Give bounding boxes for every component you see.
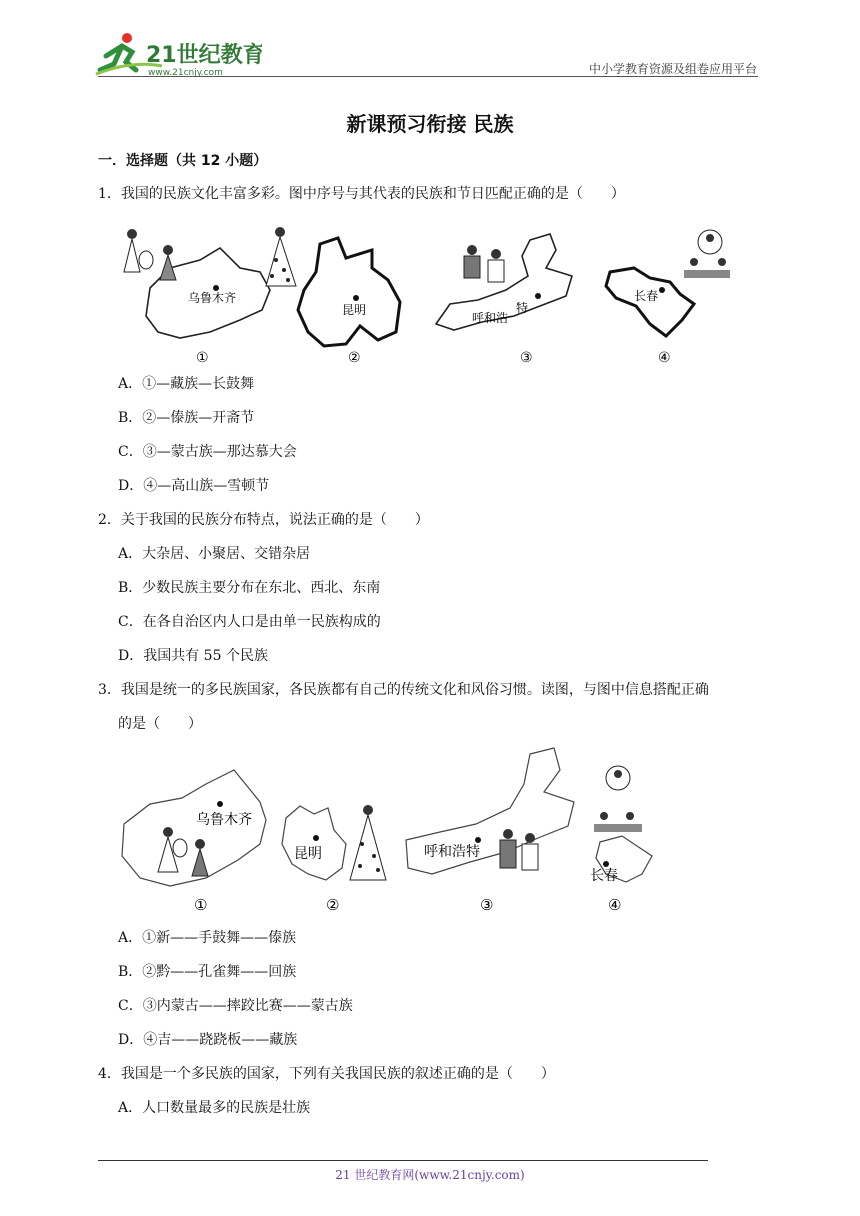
wrestlers-figure-icon [464,245,504,282]
xinjiang-map-2 [122,770,266,886]
question-1-figure [110,220,750,372]
header-divider [98,76,758,77]
figure-1-num-4: ④ [658,350,671,366]
xinjiang-map [124,229,270,338]
question-1-option-c[interactable]: C．③—蒙古族—那达慕大会 [118,444,297,460]
figure-3-num-4: ④ [608,896,622,914]
seesaw-figure-icon-2 [594,766,642,832]
question-4-option-a[interactable]: A．人口数量最多的民族是壮族 [118,1100,311,1116]
figure-3-num-3: ③ [480,896,494,914]
figure-3-num-1: ① [194,896,208,914]
jilin-map-2 [590,766,652,884]
runner-logo-icon [92,30,262,80]
peacock-dancer-icon-2 [350,805,386,880]
question-3-option-a[interactable]: A．①新——手鼓舞——傣族 [118,930,297,946]
logo-url: www.21cnjy.com [148,68,223,78]
map2-label-kunming: 昆明 [294,846,322,862]
map2-label-changchun: 长春 [590,868,618,884]
question-3-option-b[interactable]: B．②黔——孔雀舞——回族 [118,964,297,980]
question-2-option-a[interactable]: A．大杂居、小聚居、交错杂居 [118,546,311,562]
figure-3-num-2: ② [326,896,340,914]
peacock-dancer-icon [266,227,296,286]
footer-divider [98,1160,708,1161]
inner-mongolia-map-2 [406,748,574,874]
page-title: 新课预习衔接 民族 [346,112,514,136]
question-4-stem: 4．我国是一个多民族的国家，下列有关我国民族的叙述正确的是（ ） [98,1066,555,1082]
figure-1-num-3: ③ [520,350,533,366]
question-2-option-c[interactable]: C．在各自治区内人口是由单一民族构成的 [118,614,381,630]
question-2-stem: 2．关于我国的民族分布特点，说法正确的是（ ） [98,512,429,528]
logo-text: 21世纪教育 [146,43,262,68]
site-logo [92,30,262,80]
question-3-figure [110,744,670,920]
map-label-hohhot: 呼和浩 [472,311,509,325]
footer-link[interactable]: 21 世纪教育网(www.21cnjy.com) [335,1168,525,1182]
figure-1-num-2: ② [348,350,361,366]
jilin-map [606,230,730,336]
question-2-option-b[interactable]: B．少数民族主要分布在东北、西北、东南 [118,580,381,596]
question-1-option-b[interactable]: B．②—傣族—开斋节 [118,410,255,426]
map-label-kunming: 昆明 [342,303,367,317]
yunnan-map-2 [282,805,386,880]
question-1-option-d[interactable]: D．④—高山族—雪顿节 [118,478,270,494]
question-3-option-c[interactable]: C．③内蒙古——摔跤比赛——蒙古族 [118,998,353,1014]
map2-label-hohhot: 呼和浩特 [424,844,480,860]
yunnan-map [266,227,400,346]
question-3-stem-line2: 的是（ ） [118,716,202,732]
question-3-option-d[interactable]: D．④吉——跷跷板——藏族 [118,1032,298,1048]
question-1-stem: 1．我国的民族文化丰富多彩。图中序号与其代表的民族和节日匹配正确的是（ ） [98,186,625,202]
map-label-changchun: 长春 [634,289,659,303]
question-3-stem-line1: 3．我国是统一的多民族国家，各民族都有自己的传统文化和风俗习惯。读图，与图中信息搭配正确 [98,682,709,698]
map2-label-urumqi: 乌鲁木齐 [196,812,252,828]
seesaw-figure-icon [684,230,730,278]
map-label-urumqi: 乌鲁木齐 [188,291,237,305]
question-1-option-a[interactable]: A．①—藏族—长鼓舞 [118,376,255,392]
header-platform-text: 中小学教育资源及组卷应用平台 [588,62,757,76]
section-heading: 一．选择题（共 12 小题） [98,153,268,169]
question-2-option-d[interactable]: D．我国共有 55 个民族 [118,648,268,664]
map-label-te: 特 [516,301,529,315]
figure-1-num-1: ① [196,350,209,366]
inner-mongolia-map [436,234,572,330]
dancers-figure-icon [124,229,176,280]
